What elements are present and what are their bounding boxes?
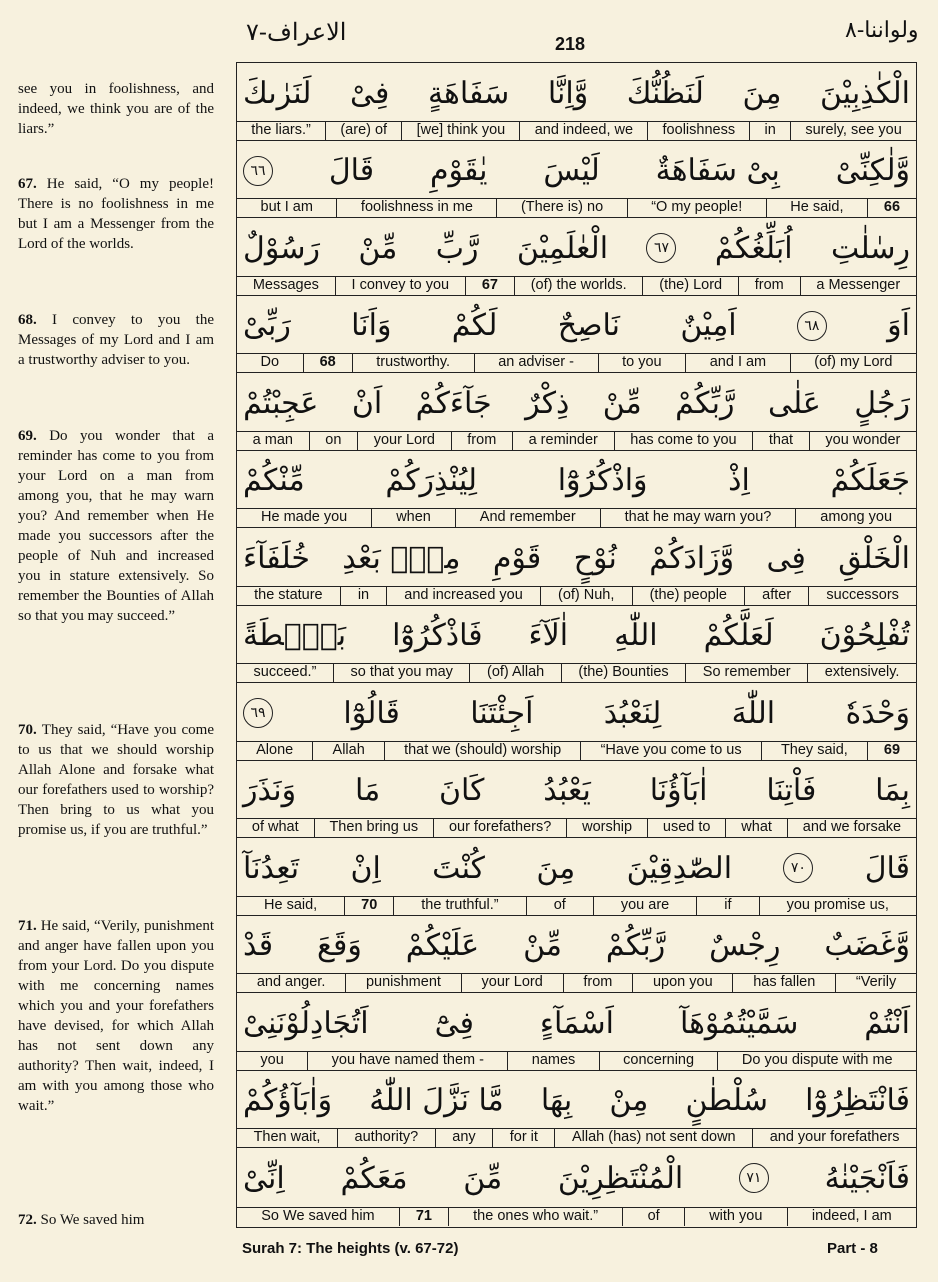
gloss-cell: names	[507, 1052, 598, 1070]
arabic-word: رَّبِّ	[435, 230, 479, 266]
word-by-word-grid	[236, 62, 917, 1228]
arabic-word: الصّٰدِقِیْنَ	[626, 850, 733, 886]
arabic-word: قَالُوْٓا	[343, 695, 400, 731]
gloss-cell: what	[725, 819, 786, 837]
gloss-cell: He said,	[766, 199, 867, 217]
translation-paragraph	[18, 1210, 214, 1230]
translation-text: see you in foolishness, and indeed, we think you are of the liars.”	[18, 81, 214, 137]
gloss-cell: used to	[647, 819, 725, 837]
verse-number: 69.	[18, 428, 50, 444]
gloss-cell: and we forsake	[787, 819, 916, 837]
translation-paragraph	[18, 174, 214, 254]
gloss-cell: you promise us,	[759, 897, 916, 915]
gloss-line	[237, 663, 916, 682]
gloss-line	[237, 276, 916, 295]
gloss-cell: you are	[593, 897, 696, 915]
arabic-word: فِیْٓ	[434, 1005, 474, 1041]
arabic-line	[243, 1151, 910, 1205]
arabic-word: رَجُلٍ	[854, 385, 910, 421]
gloss-cell: with you	[684, 1208, 787, 1226]
gloss-cell: Allah	[312, 742, 384, 760]
verse-row	[237, 838, 916, 916]
arabic-word: سُلْطٰنٍ	[685, 1083, 768, 1119]
gloss-cell: of	[622, 1208, 684, 1226]
arabic-word: وَاذْكُرُوْٓا	[557, 463, 648, 499]
translation-text: They said, “Have you come to us that we should worship Allah Alone and forsake what our forefathers used to worship? Then bring to us what you promise us, if you are truthful.”	[18, 722, 214, 838]
gloss-cell: has fallen	[732, 974, 835, 992]
gloss-cell: an adviser -	[474, 354, 598, 372]
translation-paragraph	[18, 79, 214, 139]
gloss-cell: I convey to you	[335, 277, 465, 295]
arabic-word: فَانْتَظِرُوْٓا	[805, 1083, 910, 1119]
ayah-marker: ٧٠	[783, 853, 813, 883]
gloss-cell: So remember	[685, 664, 807, 682]
gloss-line	[237, 896, 916, 915]
arabic-line	[243, 299, 910, 353]
arabic-word: الْكٰذِبِیْنَ	[819, 75, 910, 111]
arabic-word: اِنِّیْ	[243, 1160, 285, 1196]
arabic-word: مِّنْ	[602, 385, 642, 421]
gloss-cell: after	[744, 587, 808, 605]
gloss-cell: (of) Allah	[469, 664, 560, 682]
translation-text: He said, “Verily, punishment and anger have fallen upon you from your Lord. Do you dispute with me concerning names which you and your forefathers have devised, for which Allah has not sent down any authority? Then wait, indeed, I am with you among those who wait.”	[18, 918, 214, 1114]
gloss-cell: that	[752, 432, 808, 450]
arabic-word: اَسْمَآءٍ	[539, 1005, 614, 1041]
verse-row	[237, 606, 916, 684]
gloss-cell: a Messenger	[800, 277, 916, 295]
gloss-line	[237, 973, 916, 992]
gloss-verse-number: 71	[399, 1208, 448, 1226]
gloss-cell: “Have you come to us	[580, 742, 760, 760]
gloss-cell: in	[340, 587, 386, 605]
arabic-word: وَّغَضَبٌ	[824, 928, 910, 964]
arabic-word: عَجِبْتُمْ	[243, 385, 319, 421]
gloss-cell: of	[526, 897, 593, 915]
gloss-cell: has come to you	[614, 432, 753, 450]
gloss-cell: Allah (has) not sent down	[554, 1129, 752, 1147]
gloss-verse-number: 69	[867, 742, 916, 760]
gloss-cell: of what	[251, 819, 299, 836]
verse-row	[237, 683, 916, 761]
gloss-cell: that we (should) worship	[384, 742, 580, 760]
arabic-word: جَعَلَكُمْ	[830, 463, 910, 499]
gloss-cell: Alone	[256, 741, 294, 758]
arabic-word: عَلَیْكُمْ	[405, 928, 480, 964]
gloss-line	[237, 1051, 916, 1070]
arabic-word: اَجِئْتَنَا	[470, 695, 534, 731]
arabic-word: اَتُجَادِلُوْنَنِیْ	[243, 1005, 369, 1041]
arabic-word: وَنَذَرَ	[243, 773, 297, 809]
gloss-cell: He made you	[261, 509, 348, 526]
verse-row	[237, 296, 916, 374]
arabic-word: بَصْۜطَةً	[243, 618, 347, 654]
gloss-cell: succeed.”	[253, 664, 317, 681]
arabic-word: لِیُنْذِرَكُمْ	[385, 463, 478, 499]
arabic-word: بِمَا	[875, 773, 910, 809]
gloss-line	[237, 431, 916, 450]
gloss-line	[237, 508, 916, 527]
arabic-word: اِنْ	[350, 850, 381, 886]
arabic-word: خُلَفَآءَ	[243, 540, 310, 576]
gloss-cell: (the) Bounties	[561, 664, 685, 682]
gloss-cell: a reminder	[512, 432, 614, 450]
gloss-cell: for it	[492, 1129, 554, 1147]
gloss-line	[237, 198, 916, 217]
gloss-cell: and anger.	[256, 974, 326, 991]
arabic-word: اللّٰهَ	[731, 695, 776, 731]
arabic-word: وَحْدَهٗ	[845, 695, 910, 731]
gloss-cell: [we] think you	[401, 122, 519, 140]
gloss-cell: “O my people!	[627, 199, 766, 217]
arabic-word: ذِكْرٌ	[525, 385, 570, 421]
translation-text: I convey to you the Messages of my Lord and I am a trustworthy adviser to you.	[18, 312, 215, 368]
translation-text: He said, “O my people! There is no foolishness in me but I am a Messenger from the Lord of the worlds.	[18, 176, 214, 252]
gloss-cell: your Lord	[461, 974, 563, 992]
arabic-word: مِّنْكُمْ	[243, 463, 305, 499]
arabic-word: سَمَّیْتُمُوْهَآ	[679, 1005, 799, 1041]
arabic-word: فِیْ	[350, 75, 390, 111]
verse-number: 71.	[18, 918, 41, 934]
arabic-line	[243, 531, 910, 585]
gloss-line	[237, 121, 916, 140]
gloss-cell: “Verily	[835, 974, 916, 992]
arabic-word: الْخَلْقِ	[838, 540, 910, 576]
gloss-line	[237, 1207, 916, 1226]
page-number: 218	[555, 34, 586, 54]
gloss-cell: (of) Nuh,	[540, 587, 632, 605]
surah-header: الاعراف-٧	[246, 18, 347, 46]
arabic-line	[243, 376, 910, 430]
gloss-verse-number: 67	[465, 277, 514, 295]
arabic-word: قَوْمِ	[492, 540, 542, 576]
arabic-line	[243, 919, 910, 973]
arabic-word: مَّا نَزَّلَ اللّٰهُ	[369, 1083, 504, 1119]
gloss-cell: upon you	[632, 974, 732, 992]
gloss-cell: So We saved him	[261, 1207, 375, 1224]
arabic-word: فَاذْكُرُوْٓا	[392, 618, 483, 654]
verse-row	[237, 451, 916, 529]
arabic-word: اَمِیْنٌ	[680, 308, 737, 344]
arabic-word: كُنْتَ	[432, 850, 485, 886]
gloss-cell: surely, see you	[790, 122, 916, 140]
arabic-word: مِّنَ	[463, 1160, 503, 1196]
gloss-cell: Do you dispute with me	[717, 1052, 916, 1070]
arabic-word: وَّلٰكِنِّیْ	[835, 153, 910, 189]
gloss-verse-number: 68	[303, 354, 352, 372]
gloss-cell: the truthful.”	[393, 897, 525, 915]
arabic-line	[243, 454, 910, 508]
arabic-word: لَیْسَ	[543, 153, 600, 189]
gloss-cell: Do	[260, 354, 280, 371]
gloss-cell: so that you may	[333, 664, 469, 682]
arabic-word: بِهَا	[540, 1083, 573, 1119]
verse-number: 68.	[18, 312, 53, 328]
arabic-word: تَعِدُنَآ	[243, 850, 300, 886]
gloss-cell: among you	[795, 509, 916, 527]
arabic-line	[243, 996, 910, 1050]
arabic-word: الْعٰلَمِیْنَ	[516, 230, 609, 266]
arabic-word: اِذْ	[728, 463, 750, 499]
verse-row	[237, 916, 916, 994]
arabic-word: یَعْبُدُ	[543, 773, 591, 809]
arabic-word: لَعَلَّكُمْ	[703, 618, 774, 654]
arabic-word: مِنَ	[742, 75, 782, 111]
gloss-line	[237, 586, 916, 605]
part-header: ولواننا-٨	[845, 18, 919, 43]
gloss-line	[237, 818, 916, 837]
ayah-marker: ٦٩	[243, 698, 273, 728]
gloss-cell: our forefathers?	[433, 819, 566, 837]
gloss-cell: the stature	[254, 586, 323, 603]
arabic-word: مِنْ	[609, 1083, 649, 1119]
ayah-marker: ٦٧	[646, 233, 676, 263]
gloss-cell: the liars.”	[251, 121, 311, 138]
arabic-line	[243, 221, 910, 275]
arabic-word: نُوْحٍ	[573, 540, 617, 576]
verse-row	[237, 373, 916, 451]
gloss-cell: but I am	[260, 199, 313, 216]
arabic-word: فَاْتِنَا	[766, 773, 817, 809]
gloss-cell: that he may warn you?	[600, 509, 796, 527]
arabic-word: مِنْۢ بَعْدِ	[342, 540, 461, 576]
gloss-cell: when	[371, 509, 455, 527]
arabic-word: اُبَلِّغُكُمْ	[714, 230, 793, 266]
gloss-cell: the ones who wait.”	[448, 1208, 622, 1226]
gloss-cell: foolishness in me	[336, 199, 496, 217]
arabic-line	[243, 609, 910, 663]
arabic-word: سَفَاهَةٍ	[427, 75, 510, 111]
verse-row	[237, 993, 916, 1071]
arabic-line	[243, 1074, 910, 1128]
arabic-word: رَسُوْلٌ	[243, 230, 320, 266]
arabic-word: وَقَعَ	[317, 928, 362, 964]
arabic-word: اٰبَآؤُنَا	[649, 773, 708, 809]
arabic-word: اَوَ	[887, 308, 910, 344]
ayah-marker: ٧١	[739, 1163, 769, 1193]
gloss-cell: from	[738, 277, 800, 295]
arabic-word: رِسٰلٰتِ	[830, 230, 910, 266]
translation-paragraph	[18, 720, 214, 840]
footer-part: Part - 8	[827, 1240, 878, 1257]
gloss-cell: Then wait,	[253, 1129, 321, 1146]
gloss-cell: and increased you	[386, 587, 540, 605]
gloss-cell: foolishness	[647, 122, 749, 140]
gloss-cell: (the) people	[632, 587, 745, 605]
gloss-cell: and I am	[685, 354, 790, 372]
arabic-word: مِّنْ	[523, 928, 562, 964]
gloss-line	[237, 353, 916, 372]
gloss-cell: and your forefathers	[752, 1129, 916, 1147]
gloss-cell: He said,	[264, 896, 318, 913]
gloss-cell: to you	[598, 354, 686, 372]
gloss-cell: you wonder	[809, 432, 916, 450]
gloss-cell: trustworthy.	[352, 354, 474, 372]
arabic-word: رَّبِّكُمْ	[605, 928, 666, 964]
arabic-word: جَآءَكُمْ	[415, 385, 492, 421]
arabic-word: فِی	[766, 540, 806, 576]
gloss-cell: and indeed, we	[519, 122, 647, 140]
gloss-cell: And remember	[455, 509, 600, 527]
ayah-marker: ٦٦	[243, 156, 273, 186]
arabic-word: لَكُمْ	[451, 308, 498, 344]
gloss-line	[237, 1128, 916, 1147]
arabic-word: كَانَ	[438, 773, 485, 809]
arabic-word: بِیْ سَفَاهَةٌ	[655, 153, 780, 189]
arabic-word: اللّٰهِ	[614, 618, 658, 654]
gloss-cell: from	[563, 974, 633, 992]
arabic-word: وَّاِنَّا	[547, 75, 589, 111]
gloss-cell: Messages	[252, 276, 319, 293]
gloss-cell: extensively.	[807, 664, 916, 682]
gloss-cell: (There is) no	[496, 199, 626, 217]
arabic-word: رَّبِّكُمْ	[675, 385, 735, 421]
gloss-cell: you have named them -	[307, 1052, 507, 1070]
gloss-cell: indeed, I am	[787, 1208, 916, 1226]
arabic-word: لَنَظُنُّكَ	[626, 75, 704, 111]
arabic-word: وَاَنَا	[351, 308, 392, 344]
gloss-cell: Then bring us	[314, 819, 433, 837]
arabic-word: اَنْ	[351, 385, 383, 421]
gloss-cell: concerning	[599, 1052, 718, 1070]
arabic-word: یٰقَوْمِ	[429, 153, 488, 189]
gloss-verse-number: 66	[867, 199, 916, 217]
gloss-cell: (the) Lord	[642, 277, 738, 295]
translation-text: Do you wonder that a reminder has come to you from your Lord on a man from among you, that he may warn you? And remember when He made you successors after the people of Nuh and increased you in stature extensively. So remember the Bounties of Allah so that you may succeed.”	[18, 428, 215, 624]
arabic-word: الْمُنْتَظِرِیْنَ	[557, 1160, 684, 1196]
gloss-cell: authority?	[337, 1129, 435, 1147]
verse-row	[237, 1071, 916, 1149]
gloss-cell: They said,	[761, 742, 867, 760]
verse-row	[237, 761, 916, 839]
arabic-word: مَعَكُمْ	[340, 1160, 408, 1196]
arabic-word: قَالَ	[328, 153, 375, 189]
translation-text: So We saved him	[40, 1212, 145, 1228]
gloss-cell: (of) the worlds.	[514, 277, 643, 295]
arabic-word: مَا	[354, 773, 381, 809]
translation-paragraph	[18, 426, 214, 626]
translation-paragraph	[18, 310, 214, 370]
gloss-cell: your Lord	[357, 432, 451, 450]
gloss-cell: successors	[808, 587, 916, 605]
arabic-word: عَلٰی	[767, 385, 821, 421]
arabic-word: رَبِّیْ	[243, 308, 291, 344]
translation-paragraph	[18, 916, 214, 1116]
ayah-marker: ٦٨	[797, 311, 827, 341]
arabic-word: وَّزَادَكُمْ	[649, 540, 735, 576]
verse-number: 67.	[18, 176, 47, 192]
gloss-cell: (of) my Lord	[790, 354, 916, 372]
gloss-cell: a man	[252, 431, 293, 448]
arabic-word: مِنَ	[536, 850, 576, 886]
verse-row	[237, 141, 916, 219]
gloss-cell: punishment	[345, 974, 461, 992]
gloss-cell: you	[260, 1051, 284, 1068]
arabic-word: قَالَ	[864, 850, 910, 886]
gloss-cell: worship	[566, 819, 647, 837]
arabic-word: وَاٰبَآؤُكُمْ	[243, 1083, 333, 1119]
arabic-word: فَاَنْجَیْنٰهُ	[824, 1160, 910, 1196]
arabic-word: مِّنْ	[358, 230, 398, 266]
verse-row	[237, 63, 916, 141]
arabic-line	[243, 686, 910, 740]
arabic-word: اَنْتُمْ	[864, 1005, 910, 1041]
arabic-line	[243, 144, 910, 198]
gloss-cell: from	[451, 432, 512, 450]
gloss-cell: any	[435, 1129, 492, 1147]
arabic-word: اٰلَآءَ	[528, 618, 569, 654]
arabic-word: قَدْ	[243, 928, 274, 964]
verse-number: 72.	[18, 1212, 41, 1228]
verse-number: 70.	[18, 722, 42, 738]
arabic-line	[243, 841, 910, 895]
arabic-line	[243, 764, 910, 818]
verse-row	[237, 528, 916, 606]
arabic-line	[243, 66, 910, 120]
verse-row	[237, 1148, 916, 1226]
footer-surah: Surah 7: The heights (v. 67-72)	[242, 1240, 459, 1257]
arabic-word: نَاصِحٌ	[557, 308, 621, 344]
arabic-word: لَنَرٰىكَ	[243, 75, 312, 111]
gloss-cell: (are) of	[325, 122, 401, 140]
arabic-word: لِنَعْبُدَ	[603, 695, 662, 731]
arabic-word: رِجْسٌ	[709, 928, 781, 964]
gloss-cell: if	[696, 897, 758, 915]
gloss-verse-number: 70	[344, 897, 393, 915]
gloss-cell: on	[309, 432, 357, 450]
verse-row	[237, 218, 916, 296]
gloss-line	[237, 741, 916, 760]
gloss-cell: in	[749, 122, 790, 140]
arabic-word: تُفْلِحُوْنَ	[819, 618, 910, 654]
